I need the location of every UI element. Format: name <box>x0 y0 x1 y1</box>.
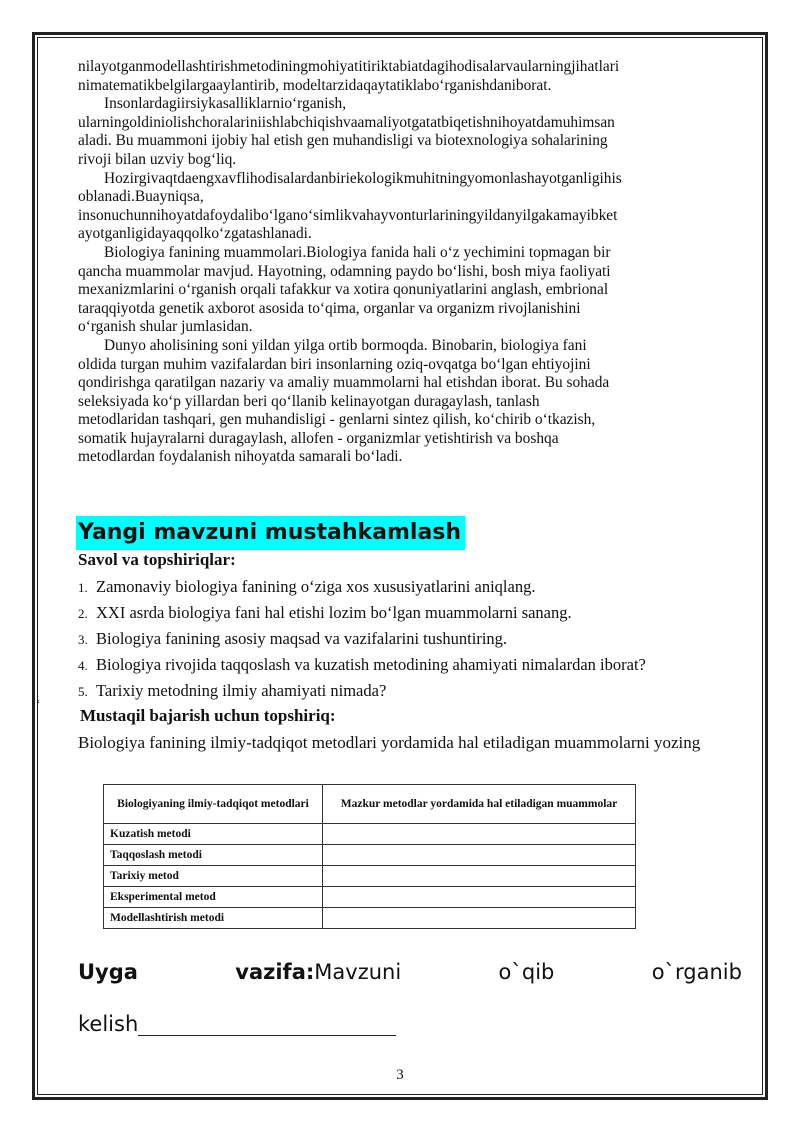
question-number: 2. <box>78 606 88 621</box>
method-name: Modellashtirish metodi <box>104 908 323 929</box>
text-line: Biologiya fanining muammolari.Biologiya fanida hali o‘z yechimini topmagan bir <box>104 243 611 261</box>
text-line: ayotganligidayaqqolko‘zgatashlanadi. <box>78 225 312 243</box>
problem-cell <box>323 866 636 887</box>
table-row <box>104 908 636 929</box>
body-text <box>78 58 740 467</box>
homework-word: o`qib <box>498 960 555 984</box>
section-heading: Yangi mavzuni mustahkamlash <box>76 516 465 550</box>
text-line: rivoji bilan uzviy bog‘liq. <box>78 150 237 168</box>
text-line: oldida turgan muhim vazifalardan biri insonlarning oziq-ovqatga bo‘lgan ehtiyojini <box>78 355 591 373</box>
list-item <box>78 600 758 626</box>
question-number: 4. <box>78 658 88 673</box>
paragraph-problems <box>78 244 740 337</box>
text-line: seleksiyada ko‘p yillardan beri qo‘llanib kelinayotgan duragaylash, tanlash <box>78 392 540 410</box>
text-line: nilayotganmodellashtirishmetodiningmohiyatitiriktabiatdagihodisalarvaularningjihatlari <box>78 58 620 75</box>
table-row <box>104 887 636 908</box>
text-line: somatik hujayralarni duragaylash, allofen - organizmlar yetishtirish va boshqa <box>78 429 559 447</box>
problem-cell <box>323 887 636 908</box>
question-number: 5. <box>78 684 88 699</box>
text-line: metodlaridan tashqari, gen muhandisligi - genlarni sintez qilish, ko‘chirib o‘tkazish, <box>78 411 596 429</box>
text-line: Dunyo aholisining soni yildan yilga ortib bormoqda. Binobarin, biologiya fani <box>104 336 587 354</box>
question-text: Zamonaviy biologiya fanining o‘ziga xos xususiyatlarini aniqlang. <box>96 577 536 596</box>
methods-table <box>103 784 636 929</box>
column-header-problems: Mazkur metodlar yordamida hal etiladigan muammolar <box>323 785 636 824</box>
homework-line <box>78 952 742 992</box>
table-row <box>104 845 636 866</box>
question-text: Tarixiy metodning ilmiy ahamiyati nimada? <box>96 681 387 700</box>
text-line: qondirishga qaratilgan nazariy va amaliy muammolarni hal etishdan iborat. Bu sohada <box>78 374 610 392</box>
text-line: nimatematikbelgilargaaylantirib, modeltarzidaqaytatiklabo‘rganishdaniborat. <box>78 76 552 94</box>
method-name: Eksperimental metod <box>104 887 323 908</box>
list-item <box>78 678 758 704</box>
paragraph-ecology <box>78 170 740 244</box>
text-line: mexanizmlarini o‘rganish orqali tafakkur va xotira qonuniyatlarini anglash, embrional <box>78 281 609 299</box>
text-line: insonuchunnihoyatdafoydalibo‘lgano‘simlikvahayvonturlariningyildanyilgakamayibket <box>78 206 618 224</box>
list-item <box>78 574 758 600</box>
column-header-methods: Biologiyaning ilmiy-tadqiqot metodlari <box>104 785 323 824</box>
question-text: Biologiya fanining asosiy maqsad va vazifalarini tushuntiring. <box>96 629 508 648</box>
text-line: ularningoldiniolishchoralariniishlabchiqishvaamaliyotgatatbiqetishnihoyatdamuhimsan <box>78 113 615 131</box>
paragraph-hereditary-diseases <box>78 95 740 169</box>
question-number: 3. <box>78 632 88 647</box>
table-row <box>104 824 636 845</box>
question-text: Biologiya rivojida taqqoslash va kuzatish metodining ahamiyati nimalardan iborat? <box>96 655 646 674</box>
homework-label: Uyga <box>78 960 138 984</box>
homework-label-group <box>235 960 401 984</box>
text-line: Hozirgivaqtdaengxavflihodisalardanbiriekologikmuhitningyomonlashayotganligihis <box>104 169 622 187</box>
text-line: o‘rganish shular jumlasidan. <box>78 318 253 336</box>
homework-label: vazifa: <box>235 960 315 984</box>
independent-task-text: Biologiya fanining ilmiy-tadqiqot metodlari yordamida hal etiladigan muammolarni yozing <box>78 733 701 752</box>
homework-word: kelish <box>78 1012 139 1036</box>
paragraph-population <box>78 337 740 467</box>
method-name: Kuzatish metodi <box>104 824 323 845</box>
text-line: metodlardan foydalanish nihoyatda samarali bo‘ladi. <box>78 448 403 466</box>
page-number: 3 <box>396 1067 404 1083</box>
paragraph-modeling <box>78 58 740 95</box>
table-row <box>104 866 636 887</box>
method-name: Taqqoslash metodi <box>104 845 323 866</box>
table-header-row <box>104 785 636 824</box>
question-text: XXI asrda biologiya fani hal etishi lozim bo‘lgan muammolarni sanang. <box>96 603 572 622</box>
homework-word: o`rganib <box>651 960 742 984</box>
list-item <box>78 626 758 652</box>
problem-cell <box>323 824 636 845</box>
questions-title: Savol va topshiriqlar: <box>78 550 236 569</box>
list-item <box>78 652 758 678</box>
homework-word: Mavzuni <box>314 960 402 984</box>
text-line: aladi. Bu muammoni ijobiy hal etish gen muhandisligi va biotexnologiya sohalarining <box>78 132 608 150</box>
problem-cell <box>323 845 636 866</box>
text-line: Insonlardagiirsiykasalliklarnio‘rganish, <box>104 95 347 113</box>
stray-mark: ‘ <box>36 696 41 711</box>
method-name: Tarixiy metod <box>104 866 323 887</box>
text-line: oblanadi.Buayniqsa, <box>78 188 204 206</box>
text-line: qancha muammolar mavjud. Hayotning, odamning paydo bo‘lishi, bosh miya faoliyati <box>78 262 611 280</box>
text-line: taraqqiyotda genetik axborot asosida to‘qima, organlar va organizm rivojlanishini <box>78 299 581 317</box>
questions-list <box>78 574 758 704</box>
question-number: 1. <box>78 580 88 595</box>
answer-blank-line <box>138 1013 396 1036</box>
independent-task-title: Mustaqil bajarish uchun topshiriq: <box>80 706 336 725</box>
homework <box>78 952 742 1036</box>
problem-cell <box>323 908 636 929</box>
homework-line <box>78 1012 742 1036</box>
